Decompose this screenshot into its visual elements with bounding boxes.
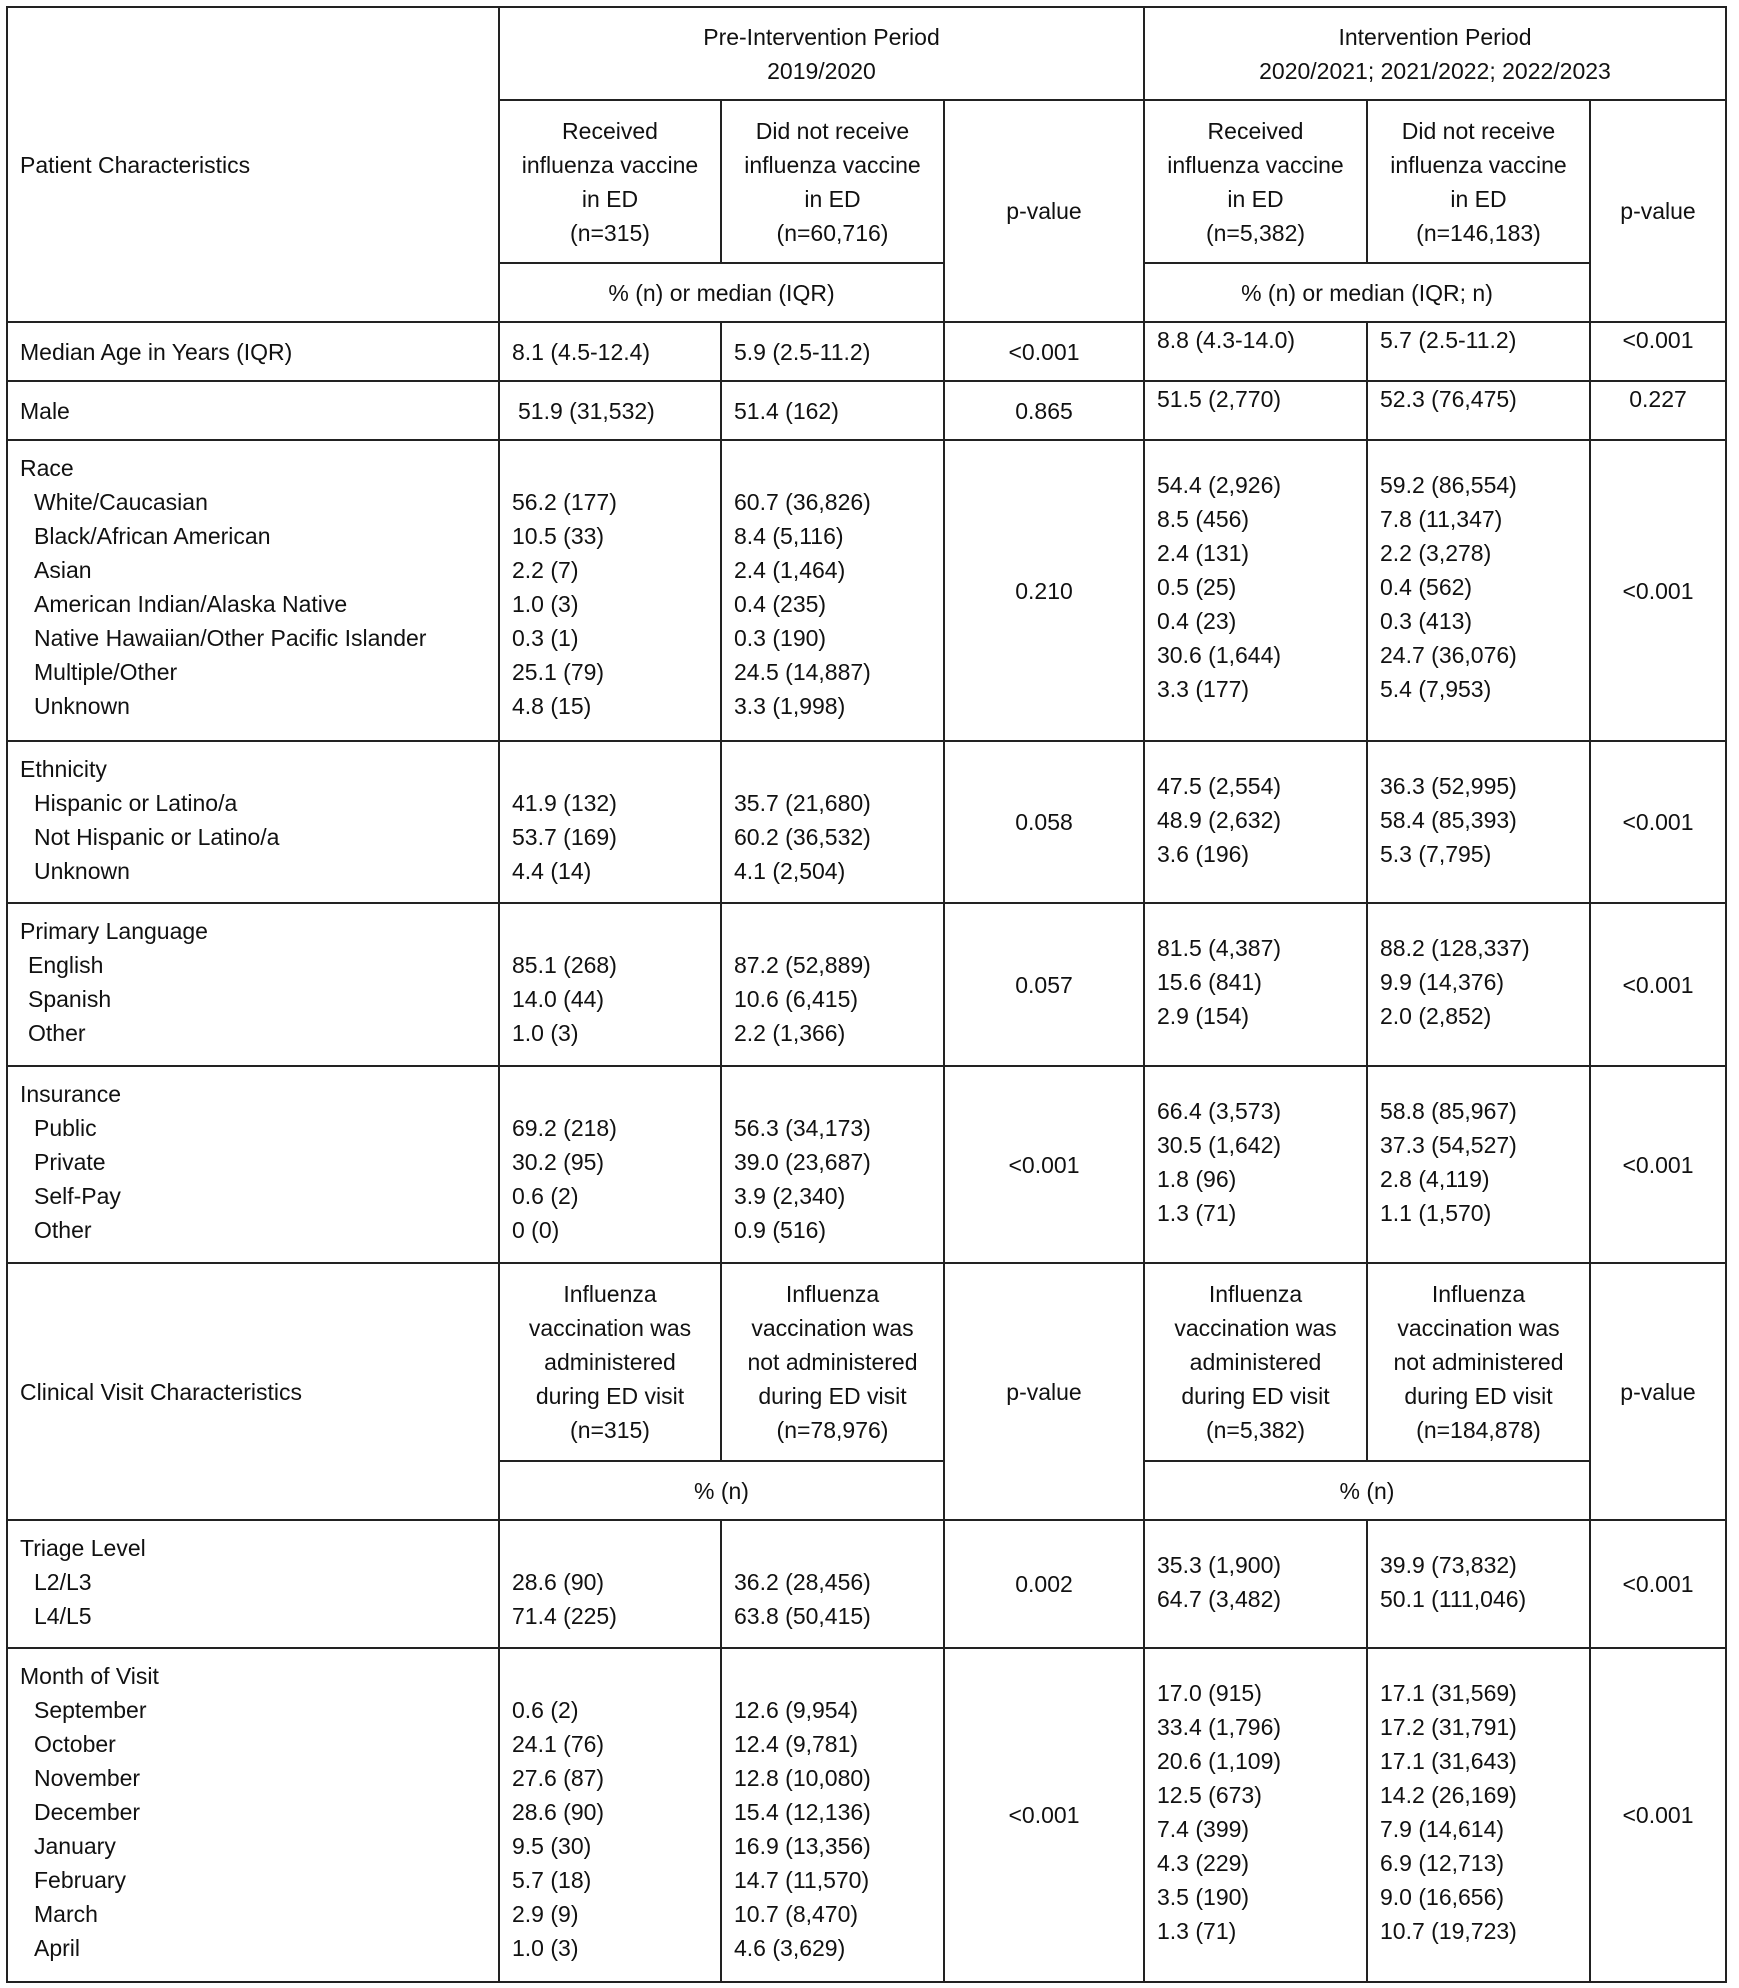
age-row: [7, 322, 1726, 381]
cell-line: 35.7 (21,680): [734, 790, 871, 816]
pre-received-values: [512, 1111, 708, 1247]
cell-line: 69.2 (218): [512, 1115, 617, 1141]
cell-line: 12.6 (9,954): [734, 1697, 859, 1723]
pre-p-value-header: p-value: [944, 100, 1144, 322]
int-received-values: [1157, 931, 1354, 1033]
cell-line: in ED: [1227, 185, 1284, 212]
cell-line: 54.4 (2,926): [1157, 472, 1282, 498]
cell-line: in ED: [1450, 185, 1507, 212]
cell-line: during ED visit: [535, 1383, 685, 1409]
int-received-values: [1157, 468, 1354, 706]
cell-line: 2.0 (2,852): [1380, 1003, 1492, 1029]
language-row: [7, 903, 1726, 1066]
cell-line: Spanish: [28, 986, 112, 1012]
pre-p-value: 0.057: [944, 903, 1144, 1066]
group-title: Race: [20, 455, 74, 481]
cell-line: 33.4 (1,796): [1157, 1714, 1282, 1740]
cell-line: 63.8 (50,415): [734, 1603, 871, 1629]
row-label: [7, 440, 499, 741]
cell-line: 1.8 (96): [1157, 1166, 1237, 1192]
month-row: [7, 1648, 1726, 1982]
clinical-int-units: % (n): [1144, 1461, 1590, 1520]
group-title: Month of Visit: [20, 1663, 159, 1689]
int-received-values: [1157, 1548, 1354, 1616]
pre-not-received-header: [721, 100, 944, 263]
cell-line: 35.3 (1,900): [1157, 1552, 1282, 1578]
cell-line: 17.0 (915): [1157, 1680, 1262, 1706]
cell-line: 5.4 (7,953): [1380, 676, 1492, 702]
cell-line: 66.4 (3,573): [1157, 1098, 1282, 1124]
cell-line: 24.5 (14,887): [734, 659, 871, 685]
cell-line: December: [34, 1799, 141, 1825]
cell-line: 28.6 (90): [512, 1569, 605, 1595]
cell-line: influenza vaccine: [744, 151, 921, 178]
cell-line: Did not receive: [755, 117, 910, 144]
cell-line: 56.3 (34,173): [734, 1115, 871, 1141]
int-not-received-values: [1380, 1548, 1577, 1616]
cell-line: September: [34, 1697, 147, 1723]
cell-line: administered: [1189, 1349, 1322, 1375]
cell-line: 8.4 (5,116): [734, 523, 844, 549]
cell-line: (n=315): [570, 219, 650, 246]
cell-line: 5.7 (18): [512, 1867, 592, 1893]
int-not-received-values: [1380, 1676, 1577, 1948]
cell-line: February: [34, 1867, 127, 1893]
cell-line: Other: [28, 1020, 86, 1046]
pre-not-received-cell: 5.9 (2.5-11.2): [721, 322, 944, 381]
clinical-pre-p-value-header: p-value: [944, 1263, 1144, 1520]
cell-line: (n=5,382): [1205, 219, 1306, 246]
cell-line: 2.8 (4,119): [1380, 1166, 1490, 1192]
cell-line: 9.9 (14,376): [1380, 969, 1505, 995]
int-p-value: <0.001: [1590, 741, 1726, 903]
cell-line: 56.2 (177): [512, 489, 617, 515]
group-title: Insurance: [20, 1081, 122, 1107]
cell-line: (n=146,183): [1416, 219, 1541, 246]
cell-line: 59.2 (86,554): [1380, 472, 1517, 498]
cell-line: influenza vaccine: [1167, 151, 1344, 178]
cell-line: 36.2 (28,456): [734, 1569, 871, 1595]
cell-line: 81.5 (4,387): [1157, 935, 1282, 961]
cell-line: 3.5 (190): [1157, 1884, 1250, 1910]
int-p-value: <0.001: [1590, 903, 1726, 1066]
cell-line: 0.6 (2): [512, 1697, 579, 1723]
row-label: Median Age in Years (IQR): [7, 322, 499, 381]
int-received-header: [1144, 100, 1367, 263]
cell-line: 3.9 (2,340): [734, 1183, 846, 1209]
cell-line: 1.3 (71): [1157, 1200, 1237, 1226]
pre-p-value: 0.865: [944, 381, 1144, 440]
pre-p-value: <0.001: [944, 322, 1144, 381]
pre-received-values: [512, 1693, 708, 1965]
cell-line: 9.0 (16,656): [1380, 1884, 1505, 1910]
int-received-values: [1157, 1676, 1354, 1948]
cell-line: administered: [544, 1349, 676, 1375]
cell-line: 15.6 (841): [1157, 969, 1262, 995]
int-not-received-header: [1367, 100, 1590, 263]
male-row: [7, 381, 1726, 440]
int-p-value: <0.001: [1590, 440, 1726, 741]
cell-line: 10.7 (19,723): [1380, 1918, 1517, 1944]
cell-line: 87.2 (52,889): [734, 952, 871, 978]
cell-line: Multiple/Other: [34, 659, 178, 685]
cell-line: 85.1 (268): [512, 952, 617, 978]
insurance-row: [7, 1066, 1726, 1263]
pre-not-received-values: [734, 485, 931, 723]
cell-line: 0.5 (25): [1157, 574, 1237, 600]
cell-line: Influenza: [1431, 1281, 1526, 1307]
cell-line: 60.2 (36,532): [734, 824, 871, 850]
cell-line: 20.6 (1,109): [1157, 1748, 1282, 1774]
int-units-header: % (n) or median (IQR; n): [1144, 263, 1590, 322]
cell-line: 2019/2020: [767, 57, 876, 84]
cell-line: 8.5 (456): [1157, 506, 1250, 532]
cell-line: Public: [34, 1115, 97, 1141]
cell-line: not administered: [747, 1349, 918, 1375]
cell-line: 4.1 (2,504): [734, 858, 846, 884]
cell-line: Received: [1207, 117, 1304, 144]
cell-line: 17.1 (31,569): [1380, 1680, 1517, 1706]
cell-line: 0.3 (1): [512, 625, 579, 651]
cell-line: Native Hawaiian/Other Pacific Islander: [34, 625, 427, 651]
pre-not-received-cell: 51.4 (162): [721, 381, 944, 440]
pre-received-values: [512, 786, 708, 888]
cell-line: vaccination was: [1174, 1315, 1337, 1341]
cell-line: Hispanic or Latino/a: [34, 790, 238, 816]
cell-line: 17.1 (31,643): [1380, 1748, 1517, 1774]
cell-line: 0.4 (23): [1157, 608, 1237, 634]
cell-line: (n=5,382): [1205, 1417, 1306, 1443]
clinical-pre-not-received-header: [734, 1277, 931, 1447]
cell-line: 0.4 (235): [734, 591, 827, 617]
cell-line: 71.4 (225): [512, 1603, 617, 1629]
cell-line: 58.8 (85,967): [1380, 1098, 1517, 1124]
pre-period-header: [499, 7, 1144, 100]
ethnicity-row: [7, 741, 1726, 903]
cell-line: (n=60,716): [776, 219, 889, 246]
int-not-received-cell: 52.3 (76,475): [1367, 381, 1590, 440]
cell-line: 16.9 (13,356): [734, 1833, 871, 1859]
cell-line: 30.2 (95): [512, 1149, 605, 1175]
pre-not-received-values: [734, 1693, 931, 1965]
cell-line: November: [34, 1765, 141, 1791]
cell-line: 14.0 (44): [512, 986, 605, 1012]
cell-line: 60.7 (36,826): [734, 489, 871, 515]
cell-line: 0.6 (2): [512, 1183, 579, 1209]
row-label: [7, 1648, 499, 1982]
cell-line: 2.4 (131): [1157, 540, 1250, 566]
cell-line: Influenza: [785, 1281, 880, 1307]
cell-line: Other: [34, 1217, 92, 1243]
cell-line: 3.3 (1,998): [734, 693, 846, 719]
cell-line: 4.6 (3,629): [734, 1935, 846, 1961]
cell-line: 4.8 (15): [512, 693, 592, 719]
cell-line: 3.6 (196): [1157, 841, 1250, 867]
int-received-cell: 51.5 (2,770): [1144, 381, 1367, 440]
cell-line: 17.2 (31,791): [1380, 1714, 1517, 1740]
cell-line: 25.1 (79): [512, 659, 605, 685]
int-received-values: [1157, 769, 1354, 871]
cell-line: 2.2 (1,366): [734, 1020, 846, 1046]
cell-line: 12.8 (10,080): [734, 1765, 871, 1791]
cell-line: 15.4 (12,136): [734, 1799, 871, 1825]
cell-line: Received: [562, 117, 658, 144]
int-p-value: <0.001: [1590, 1648, 1726, 1982]
cell-line: 7.4 (399): [1157, 1816, 1250, 1842]
cell-line: 6.9 (12,713): [1380, 1850, 1505, 1876]
cell-line: Asian: [34, 557, 92, 583]
cell-line: vaccination was: [1397, 1315, 1560, 1341]
cell-line: White/Caucasian: [34, 489, 208, 515]
pre-p-value: 0.210: [944, 440, 1144, 741]
characteristics-table: [6, 6, 1727, 1983]
pre-not-received-values: [734, 948, 931, 1050]
cell-line: 24.1 (76): [512, 1731, 605, 1757]
clinical-pre-received-header: [512, 1277, 708, 1447]
cell-line: in ED: [804, 185, 861, 212]
int-not-received-values: [1380, 1094, 1577, 1230]
cell-line: (n=184,878): [1416, 1417, 1541, 1443]
cell-line: 0.3 (413): [1380, 608, 1473, 634]
cell-line: Unknown: [34, 858, 130, 884]
cell-line: 37.3 (54,527): [1380, 1132, 1517, 1158]
cell-line: 27.6 (87): [512, 1765, 605, 1791]
clinical-int-not-received-header: [1380, 1277, 1577, 1447]
cell-line: English: [28, 952, 104, 978]
cell-line: 88.2 (128,337): [1380, 935, 1530, 961]
cell-line: (n=78,976): [776, 1417, 889, 1443]
cell-line: 3.3 (177): [1157, 676, 1250, 702]
cell-line: 4.3 (229): [1157, 1850, 1250, 1876]
pre-received-values: [512, 485, 708, 723]
pre-p-value: <0.001: [944, 1066, 1144, 1263]
row-label: [7, 1520, 499, 1648]
pre-not-received-values: [734, 786, 931, 888]
clinical-header-row: [7, 1263, 1726, 1461]
race-row: [7, 440, 1726, 741]
int-p-value: 0.227: [1590, 381, 1726, 440]
cell-line: 36.3 (52,995): [1380, 773, 1517, 799]
cell-line: 7.8 (11,347): [1380, 506, 1503, 532]
cell-line: April: [34, 1935, 81, 1961]
cell-line: not administered: [1393, 1349, 1564, 1375]
cell-line: 64.7 (3,482): [1157, 1586, 1282, 1612]
cell-line: Self-Pay: [34, 1183, 121, 1209]
group-title: Primary Language: [20, 918, 208, 944]
cell-line: 48.9 (2,632): [1157, 807, 1282, 833]
cell-line: 1.0 (3): [512, 1935, 579, 1961]
pre-received-cell: 51.9 (31,532): [499, 381, 721, 440]
cell-line: 12.5 (673): [1157, 1782, 1262, 1808]
cell-line: 10.5 (33): [512, 523, 605, 549]
cell-line: in ED: [581, 185, 639, 212]
int-received-values: [1157, 1094, 1354, 1230]
group-title: Triage Level: [20, 1535, 146, 1561]
cell-line: 10.7 (8,470): [734, 1901, 859, 1927]
cell-line: Pre-Intervention Period: [703, 23, 940, 50]
cell-line: 2020/2021; 2021/2022; 2022/2023: [1259, 57, 1611, 84]
triage-row: [7, 1520, 1726, 1648]
cell-line: Influenza: [563, 1281, 657, 1307]
pre-received-cell: 8.1 (4.5-12.4): [499, 322, 721, 381]
cell-line: 2.2 (7): [512, 557, 579, 583]
cell-line: 2.4 (1,464): [734, 557, 846, 583]
cell-line: 7.9 (14,614): [1380, 1816, 1505, 1842]
cell-line: 41.9 (132): [512, 790, 617, 816]
row-label: [7, 1066, 499, 1263]
cell-line: 1.0 (3): [512, 1020, 579, 1046]
cell-line: 30.5 (1,642): [1157, 1132, 1282, 1158]
cell-line: Intervention Period: [1338, 23, 1532, 50]
pre-received-values: [512, 1565, 708, 1633]
cell-line: 14.7 (11,570): [734, 1867, 870, 1893]
cell-line: vaccination was: [751, 1315, 914, 1341]
pre-p-value: 0.002: [944, 1520, 1144, 1648]
cell-line: March: [34, 1901, 98, 1927]
cell-line: L4/L5: [34, 1603, 92, 1629]
cell-line: January: [34, 1833, 116, 1859]
cell-line: October: [34, 1731, 116, 1757]
cell-line: 24.7 (36,076): [1380, 642, 1517, 668]
pre-not-received-values: [734, 1111, 931, 1247]
patient-characteristics-header: Patient Characteristics: [7, 7, 499, 322]
cell-line: 1.3 (71): [1157, 1918, 1237, 1944]
pre-p-value: <0.001: [944, 1648, 1144, 1982]
int-not-received-values: [1380, 468, 1577, 706]
cell-line: 28.6 (90): [512, 1799, 605, 1825]
int-not-received-cell: 5.7 (2.5-11.2): [1367, 322, 1590, 381]
clinical-int-p-value-header: p-value: [1590, 1263, 1726, 1520]
cell-line: 10.6 (6,415): [734, 986, 859, 1012]
pre-received-values: [512, 948, 708, 1050]
cell-line: 9.5 (30): [512, 1833, 592, 1859]
int-p-value: <0.001: [1590, 1066, 1726, 1263]
cell-line: (n=315): [570, 1417, 650, 1443]
cell-line: influenza vaccine: [521, 151, 699, 178]
cell-line: 0.9 (516): [734, 1217, 827, 1243]
row-label: [7, 741, 499, 903]
group-title: Ethnicity: [20, 756, 107, 782]
pre-received-header: [499, 100, 721, 263]
cell-line: influenza vaccine: [1390, 151, 1567, 178]
row-label: Male: [7, 381, 499, 440]
cell-line: 39.0 (23,687): [734, 1149, 871, 1175]
int-not-received-values: [1380, 769, 1577, 871]
pre-units-header: % (n) or median (IQR): [499, 263, 944, 322]
cell-line: 5.3 (7,795): [1380, 841, 1492, 867]
cell-line: during ED visit: [1404, 1383, 1553, 1409]
cell-line: 4.4 (14): [512, 858, 592, 884]
cell-line: Private: [34, 1149, 106, 1175]
cell-line: 53.7 (169): [512, 824, 617, 850]
cell-line: 50.1 (111,046): [1380, 1586, 1527, 1612]
pre-p-value: 0.058: [944, 741, 1144, 903]
cell-line: Influenza: [1208, 1281, 1303, 1307]
cell-line: Not Hispanic or Latino/a: [34, 824, 280, 850]
cell-line: 12.4 (9,781): [734, 1731, 859, 1757]
cell-line: during ED visit: [1181, 1383, 1330, 1409]
cell-line: Black/African American: [34, 523, 271, 549]
clinical-pre-units: % (n): [499, 1461, 944, 1520]
int-period-header: [1144, 7, 1726, 100]
cell-line: 58.4 (85,393): [1380, 807, 1517, 833]
clinical-int-received-header: [1157, 1277, 1354, 1447]
row-label: [7, 903, 499, 1066]
int-not-received-values: [1380, 931, 1577, 1033]
cell-line: 0.4 (562): [1380, 574, 1473, 600]
cell-line: during ED visit: [758, 1383, 907, 1409]
cell-line: L2/L3: [34, 1569, 92, 1595]
int-received-cell: 8.8 (4.3-14.0): [1144, 322, 1367, 381]
clinical-characteristics-header: Clinical Visit Characteristics: [7, 1263, 499, 1520]
cell-line: 1.1 (1,570): [1380, 1200, 1492, 1226]
cell-line: American Indian/Alaska Native: [34, 591, 348, 617]
int-p-value: <0.001: [1590, 1520, 1726, 1648]
cell-line: 14.2 (26,169): [1380, 1782, 1517, 1808]
cell-line: 2.9 (154): [1157, 1003, 1250, 1029]
cell-line: Unknown: [34, 693, 130, 719]
cell-line: 0.3 (190): [734, 625, 827, 651]
cell-line: 2.9 (9): [512, 1901, 579, 1927]
cell-line: 39.9 (73,832): [1380, 1552, 1517, 1578]
cell-line: Did not receive: [1401, 117, 1556, 144]
int-p-value-header: p-value: [1590, 100, 1726, 322]
cell-line: 47.5 (2,554): [1157, 773, 1282, 799]
pre-not-received-values: [734, 1565, 931, 1633]
cell-line: 30.6 (1,644): [1157, 642, 1282, 668]
cell-line: 1.0 (3): [512, 591, 579, 617]
cell-line: 0 (0): [512, 1217, 560, 1243]
cell-line: 2.2 (3,278): [1380, 540, 1492, 566]
cell-line: vaccination was: [528, 1315, 692, 1341]
int-p-value: <0.001: [1590, 322, 1726, 381]
